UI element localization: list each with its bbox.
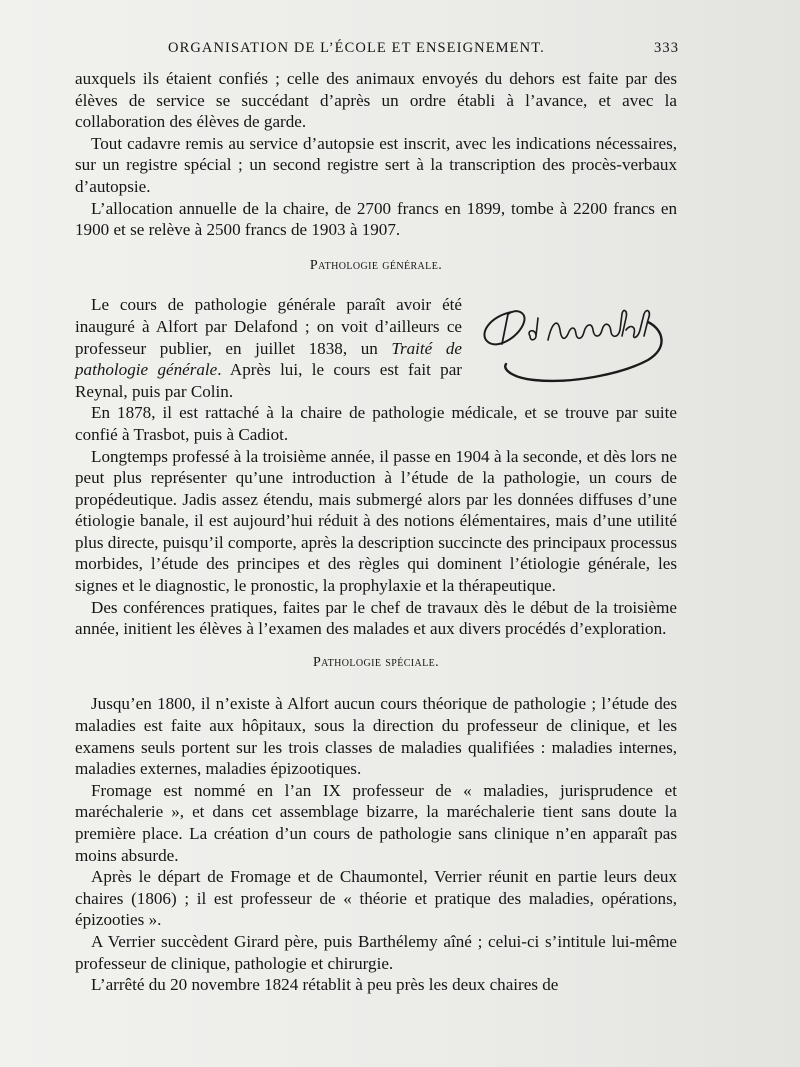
page-number: 333 (654, 40, 680, 56)
paragraph: Fromage est nommé en l’an IX professeur de « maladies, jurisprudence et maréchalerie », et dans cet assemblage bizarre, la maréchalerie tient sans doute la première place. La création d’un cours de pathologie sans clinique n’en apparaît pas moins absurde. (75, 780, 677, 865)
paragraph: Des conférences pratiques, faites par le chef de travaux dès le début de la troisième année, initient les élèves à l’examen des malades et aux divers procédés d’exploration. (75, 597, 677, 639)
paragraph: En 1878, il est rattaché à la chaire de pathologie médicale, et se trouve par suite confié à Trasbot, puis à Cadiot. (75, 403, 677, 444)
paragraph: L’arrêté du 20 novembre 1824 rétablit à peu près les deux chaires de (91, 975, 559, 995)
paragraph: Jusqu’en 1800, il n’existe à Alfort aucun cours théorique de pathologie ; l’étude des maladies est faite aux hôpitaux, sous la direction du professeur de clinique, et les examens seuls portent sur les trois classes de maladies qualifiées : maladies internes, maladies externes, maladies épizootiques. (75, 694, 677, 779)
paragraph: L’allocation annuelle de la chaire, de 2700 francs en 1899, tombe à 2200 francs en 1900 et se relève à 2500 francs de 1903 à 1907. (75, 198, 677, 240)
paragraph: Tout cadavre remis au service d’autopsie est inscrit, avec les indications nécessaires, sur un registre spécial ; un second registre sert à la transcription des procès-verbaux d’autopsie. (75, 133, 677, 196)
paragraph: auxquels ils étaient confiés ; celle des animaux envoyés du dehors est faite par des élèves de service se succédant d’après un ordre établi à l’avance, et avec la collaboration des élèves de garde. (75, 69, 677, 132)
running-title: ORGANISATION DE L’ÉCOLE ET ENSEIGNEMENT. (168, 40, 545, 56)
paragraph: A Verrier succèdent Girard père, puis Barthélemy aîné ; celui-ci s’intitule lui-même professeur de clinique, pathologie et chirurgie. (75, 931, 677, 973)
paragraph: Après le départ de Fromage et de Chaumontel, Verrier réunit en partie leurs deux chaires (1806) ; il est professeur de « théorie et pratique des maladies, opérations, épizooties ». (75, 867, 677, 930)
paragraph: Longtemps professé à la troisième année, il passe en 1904 à la seconde, et dès lors ne peut plus représenter qu’une introduction à l’étude de la pathologie, un cours de propédeutique. Jadis assez étendu, mais submergé alors par les données diffuses d’une étiologie banale, il est aujourd’hui réduit à des notions élémentaires, mais d’une utilité plus directe, puisqu’il comporte, après la description succincte des principaux processus morbides, l’étude des principes et des règles qui dominent l’étiologie générale, les signes et le diagnostic, le pronostic, la prophylaxie et la thérapeutique. (75, 446, 677, 596)
page-body (75, 68, 677, 996)
paragraph-text: . Après lui, le cours est fait par Reynal, puis par Colin. (75, 360, 462, 401)
signature-drawing (472, 300, 677, 394)
book-title: Traité de pathologie générale (75, 338, 462, 380)
section-heading: Pathologie générale. (309, 257, 443, 273)
paragraph-text: Le cours de pathologie générale paraît avoir été inauguré à Alfort par Delafond ; on voit d’ailleurs ce professeur publier, en juillet 1838, un (75, 295, 462, 358)
section-heading: Pathologie spéciale. (312, 654, 440, 670)
running-header (168, 40, 688, 62)
signature-image (472, 300, 677, 394)
